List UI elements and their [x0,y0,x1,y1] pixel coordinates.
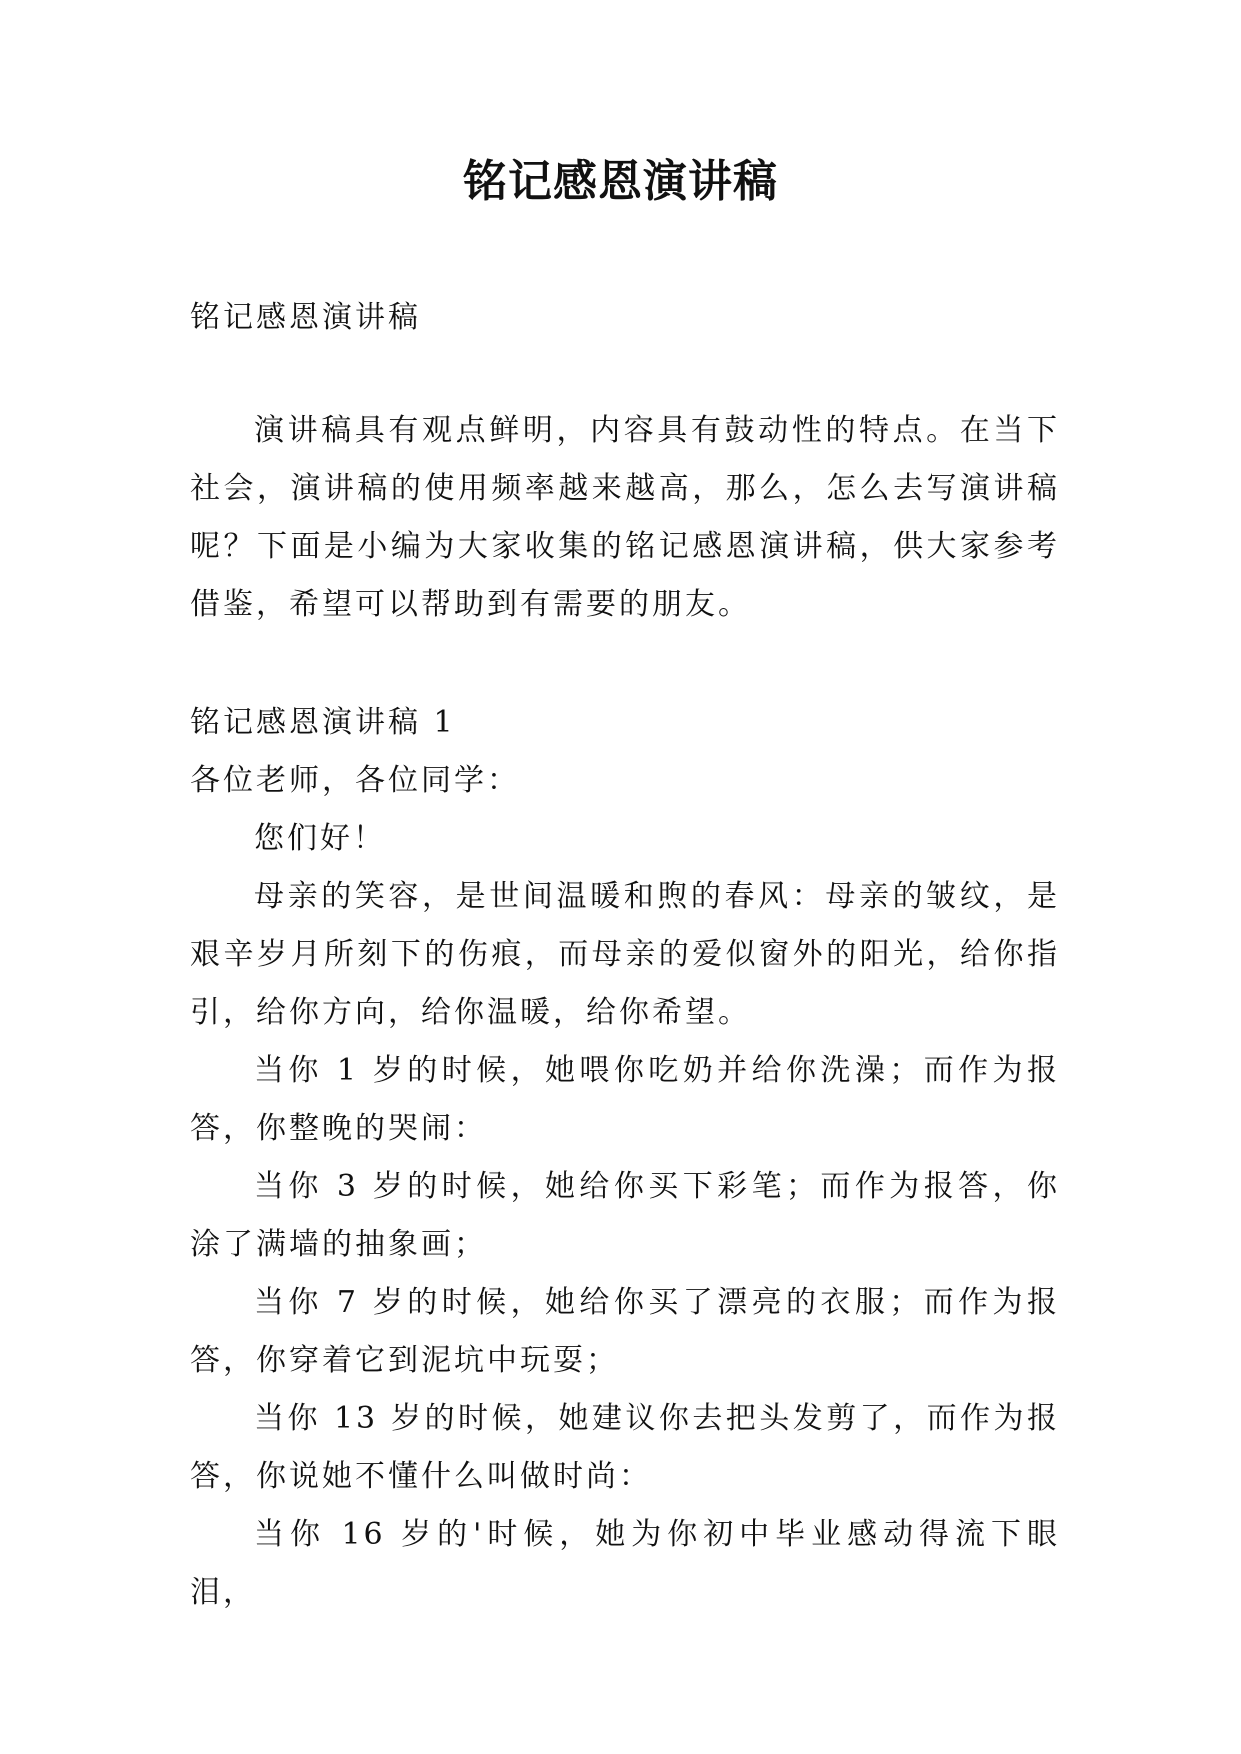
document-title: 铭记感恩演讲稿 [463,156,778,207]
body-paragraph: 当你 16 岁的'时候，她为你初中毕业感动得流下眼泪， [190,1517,1060,1610]
intro-paragraph: 演讲稿具有观点鲜明，内容具有鼓动性的特点。在当下社会，演讲稿的使用频率越来越高，那么，怎么去写演讲稿呢？下面是小编为大家收集的铭记感恩演讲稿，供大家参考借鉴，希望可以帮助到有需要的朋友。 [190,413,1060,622]
intro-block [190,402,1060,634]
body-paragraph: 当你 3 岁的时候，她给你买下彩笔；而作为报答，你涂了满墙的抽象画； [190,1169,1060,1262]
subtitle-text: 铭记感恩演讲稿 [190,300,421,335]
greeting: 您们好！ [254,821,386,856]
salutation: 各位老师，各位同学： [190,763,520,798]
body-paragraph: 母亲的笑容，是世间温暖和煦的春风：母亲的皱纹，是艰辛岁月所刻下的伤痕，而母亲的爱似窗外的阳光，给你指引，给你方向，给你温暖，给你希望。 [190,879,1060,1030]
document-subtitle [190,289,1060,347]
body-paragraph: 当你 7 岁的时候，她给你买了漂亮的衣服；而作为报答，你穿着它到泥坑中玩耍； [190,1285,1060,1378]
section-heading: 铭记感恩演讲稿 1 [190,705,456,740]
body-paragraph: 当你 1 岁的时候，她喂你吃奶并给你洗澡；而作为报答，你整晚的哭闹： [190,1053,1060,1146]
speech-section [190,694,1060,1622]
body-paragraph: 当你 13 岁的时候，她建议你去把头发剪了，而作为报答，你说她不懂什么叫做时尚： [190,1401,1060,1494]
